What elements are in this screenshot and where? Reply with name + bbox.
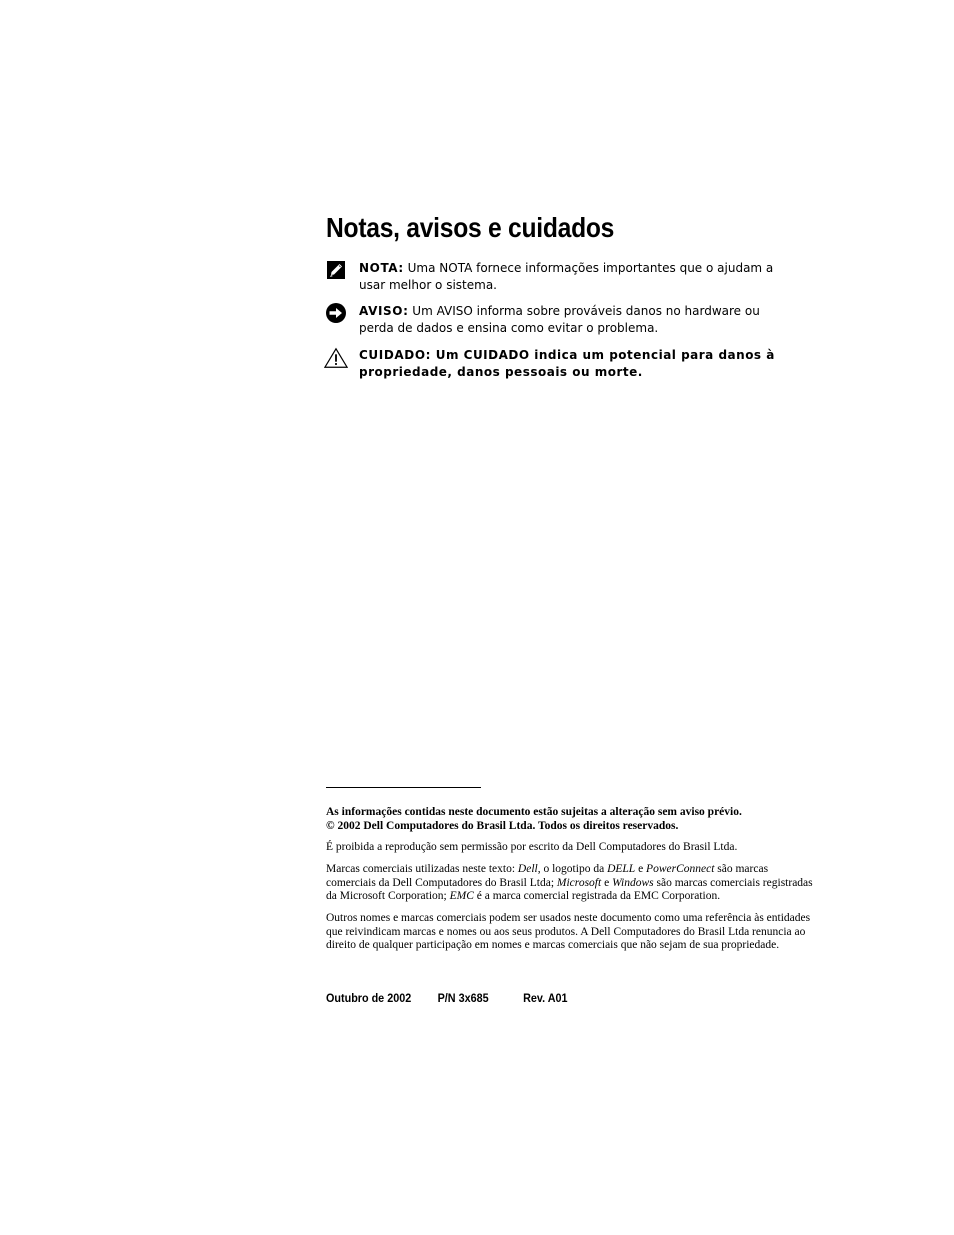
trademark-windows: Windows	[612, 876, 654, 889]
legal-notice	[326, 806, 816, 833]
page-title: Notas, avisos e cuidados	[326, 212, 615, 243]
aviso-text: Um AVISO informa sobre prováveis danos no hardware ou perda de dados e ensina como evitar o problema.	[359, 304, 760, 335]
copyright-line: © 2002 Dell Computadores do Brasil Ltda. Todos os direitos reservados.	[326, 819, 679, 832]
publication-date: Outubro de 2002	[326, 991, 412, 1005]
arrow-circle-icon	[324, 303, 348, 325]
aviso-label: AVISO:	[359, 304, 409, 318]
trademark-powerconnect: PowerConnect	[646, 863, 715, 875]
notice-aviso	[324, 303, 794, 337]
caution-label: CUIDADO:	[359, 348, 432, 362]
caution-notice	[324, 347, 794, 381]
note-pencil-icon	[324, 260, 348, 282]
legal-line-1: As informações contidas neste documento estão sujeitas a alteração sem aviso prévio.	[326, 806, 742, 818]
footnote-divider	[326, 787, 481, 788]
note-text: Uma NOTA fornece informações importantes que o ajudam a usar melhor o sistema.	[359, 261, 774, 292]
caution-text: Um CUIDADO indica um potencial para danos à propriedade, danos pessoais ou morte.	[359, 348, 775, 379]
document-footer	[326, 991, 568, 1005]
reproduction-notice: É proibida a reprodução sem permissão por escrito da Dell Computadores do Brasil Ltda.	[326, 841, 738, 853]
trademark-dell: Dell	[517, 863, 538, 875]
trademark-emc: EMC	[449, 890, 474, 902]
other-trademarks-paragraph: Outros nomes e marcas comerciais podem ser usados neste documento como uma referência às entidades que reivindicam marcas e nomes ou aos seus produtos. A Dell Computadores do Brasil Ltda renuncia ao direito de qualquer participação em nomes e marcas comerciais que não sejam de sua propriedade.	[326, 912, 811, 951]
trademarks-paragraph: Marcas comerciais utilizadas neste texto: Dell, o logotipo da DELL e PowerConnect são marcas comerciais da Dell Computadores do Brasil Ltda; Microsoft e Windows são marcas comerciais registradas da Microsoft Corporation; EMC é a marca comercial registrada da EMC Corporation.	[326, 863, 813, 902]
note-label: NOTA:	[359, 261, 404, 275]
trademark-dell-logo: DELL	[607, 863, 636, 875]
part-number: P/N 3x685	[437, 991, 489, 1005]
trademark-microsoft: Microsoft	[556, 876, 602, 889]
revision: Rev. A01	[523, 991, 568, 1005]
note-notice	[324, 260, 794, 294]
warning-triangle-icon	[324, 347, 348, 369]
